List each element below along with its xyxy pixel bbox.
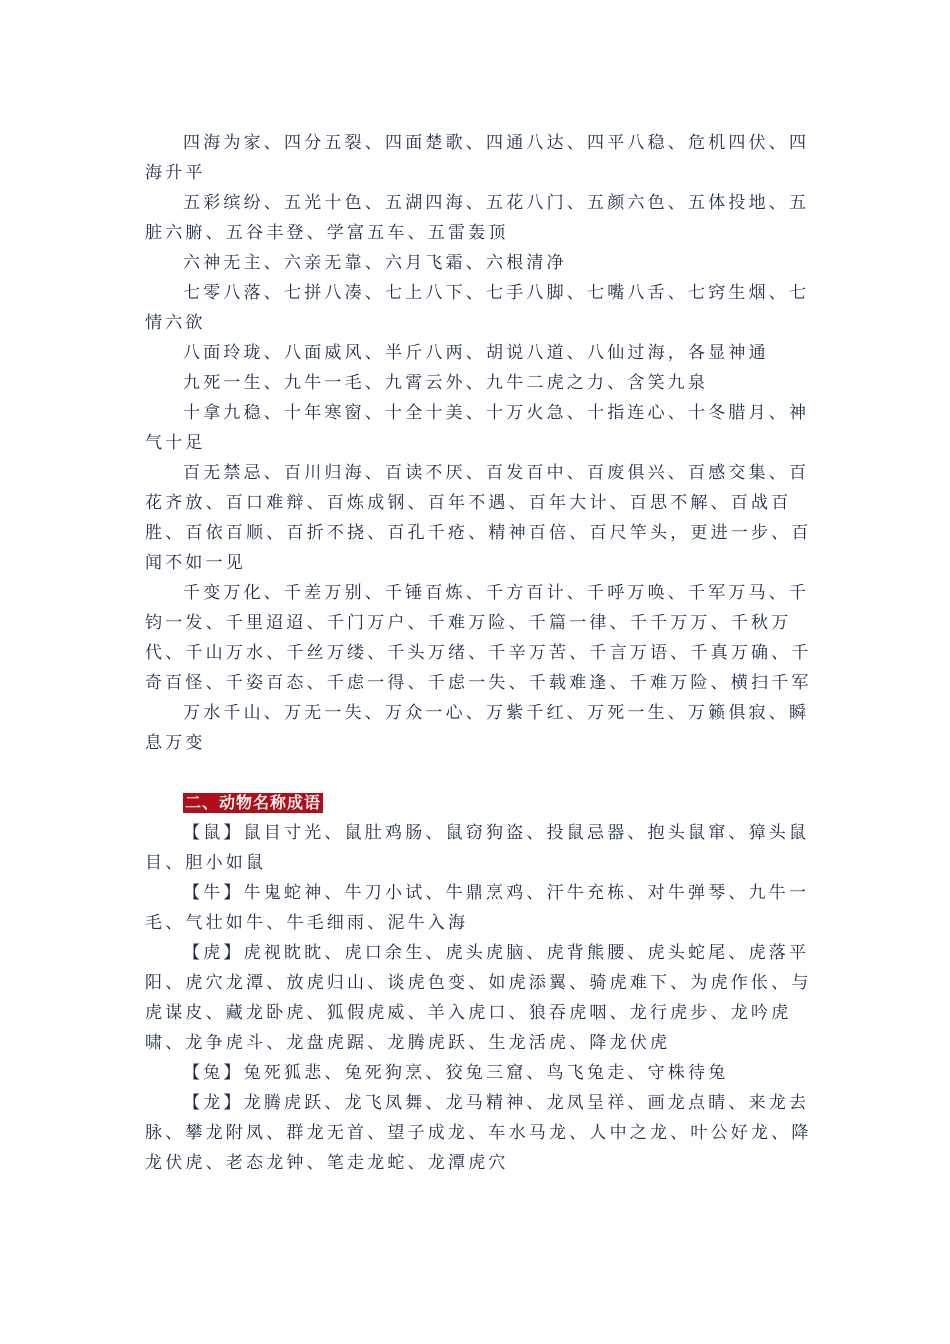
idiom-paragraph-ten: 十拿九稳、十年寒窗、十全十美、十万火急、十指连心、十冬腊月、神气十足 bbox=[145, 403, 810, 453]
idiom-paragraph-hundred: 百无禁忌、百川归海、百读不厌、百发百中、百废俱兴、百感交集、百花齐放、百口难辩、百炼成钢、百年不遇、百年大计、百思不解、百战百胜、百依百顺、百折不挠、百孔千疮、精神百倍、百尺竿头，更进一步、百闻不如一见 bbox=[145, 463, 812, 573]
idiom-paragraph-seven: 七零八落、七拼八凑、七上八下、七手八脚、七嘴八舌、七窍生烟、七情六欲 bbox=[145, 283, 810, 333]
document-body bbox=[145, 128, 813, 1178]
idiom-paragraph-thousand: 千变万化、千差万别、千锤百炼、千方百计、千呼万唤、千军万马、千钧一发、千里迢迢、千门万户、千难万险、千篇一律、千千万万、千秋万代、千山万水、千丝万缕、千头万绪、千辛万苦、千言万语、千真万确、千奇百怪、千姿百态、千虑一得、千虑一失、千载难逢、千难万险、横扫千军 bbox=[145, 583, 812, 693]
idiom-paragraph-ox: 【牛】牛鬼蛇神、牛刀小试、牛鼎烹鸡、汗牛充栋、对牛弹琴、九牛一毛、气壮如牛、牛毛细雨、泥牛入海 bbox=[145, 883, 810, 933]
idiom-paragraph-tiger: 【虎】虎视眈眈、虎口余生、虎头虎脑、虎背熊腰、虎头蛇尾、虎落平阳、虎穴龙潭、放虎归山、谈虎色变、如虎添翼、骑虎难下、为虎作伥、与虎谋皮、藏龙卧虎、狐假虎威、羊入虎口、狼吞虎咽、龙行虎步、龙吟虎啸、龙争虎斗、龙盘虎踞、龙腾虎跃、生龙活虎、降龙伏虎 bbox=[145, 943, 812, 1053]
idiom-paragraph-eight: 八面玲珑、八面威风、半斤八两、胡说八道、八仙过海，各显神通 bbox=[183, 343, 769, 363]
idiom-paragraph-four: 四海为家、四分五裂、四面楚歌、四通八达、四平八稳、危机四伏、四海升平 bbox=[145, 133, 810, 183]
idiom-paragraph-five: 五彩缤纷、五光十色、五湖四海、五花八门、五颜六色、五体投地、五脏六腑、五谷丰登、学富五车、五雷轰顶 bbox=[145, 193, 810, 243]
section-heading-row bbox=[145, 788, 813, 818]
idiom-paragraph-rat: 【鼠】鼠目寸光、鼠肚鸡肠、鼠窃狗盗、投鼠忌器、抱头鼠窜、獐头鼠目、胆小如鼠 bbox=[145, 823, 810, 873]
idiom-paragraph-ten-thousand: 万水千山、万无一失、万众一心、万紫千红、万死一生、万籁俱寂、瞬息万变 bbox=[145, 703, 810, 753]
idiom-paragraph-rabbit: 【兔】兔死狐悲、兔死狗烹、狡兔三窟、鸟飞兔走、守株待兔 bbox=[183, 1063, 729, 1083]
idiom-paragraph-dragon: 【龙】龙腾虎跃、龙飞凤舞、龙马精神、龙凤呈祥、画龙点睛、来龙去脉、攀龙附凤、群龙无首、望子成龙、车水马龙、人中之龙、叶公好龙、降龙伏虎、老态龙钟、笔走龙蛇、龙潭虎穴 bbox=[145, 1093, 812, 1173]
section-spacer bbox=[145, 758, 813, 788]
idiom-paragraph-six: 六神无主、六亲无靠、六月飞霜、六根清净 bbox=[183, 253, 567, 273]
idiom-paragraph-nine: 九死一生、九牛一毛、九霄云外、九牛二虎之力、含笑九泉 bbox=[183, 373, 709, 393]
section-heading: 二、动物名称成语 bbox=[185, 793, 322, 812]
